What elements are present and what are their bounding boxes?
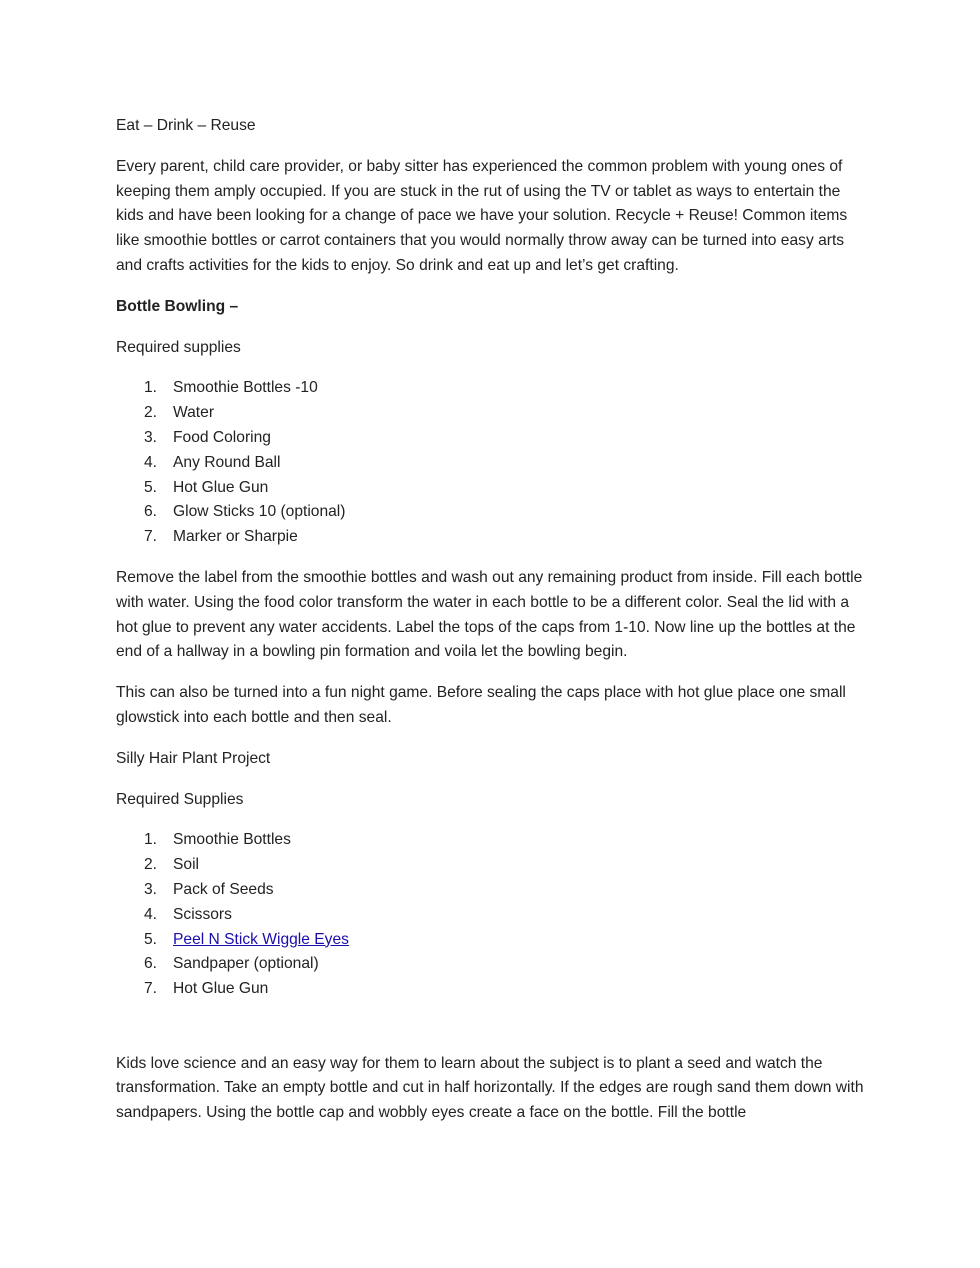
list-item (116, 525, 868, 550)
doc-title: Eat – Drink – Reuse (116, 117, 256, 134)
empty-line (116, 1027, 868, 1052)
bowling-instructions: Remove the label from the smoothie bottles and wash out any remaining product from inside. Fill each bottle with water. Using the food color transform the water in each bottle to be a different color. Seal the lid with a hot glue to prevent any water accidents. Label the tops of the caps from 1-10. Now line up the bottles at the end of a hallway in a bowling pin formation and voila let the bowling begin. (116, 568, 863, 661)
list-number: 2. (144, 856, 158, 874)
plant-project-heading: Silly Hair Plant Project (116, 749, 271, 767)
plant-description: Kids love science and an easy way for them to learn about the subject is to plant a seed and watch the transformation. Take an empty bottle and cut in half horizontally. If the edges are rough sand them down with sandpapers. Using the bottle cap and wobbly eyes create a face on the bottle. Fill the bottle (116, 1054, 864, 1122)
list-item-text: Glow Sticks 10 (optional) (173, 503, 346, 521)
list-number: 3. (144, 880, 158, 898)
list-item-text: Marker or Sharpie (173, 528, 298, 546)
bowling-supplies-label: Required supplies (116, 338, 241, 356)
plant-supplies-list (116, 828, 868, 1002)
list-number: 6. (144, 955, 158, 973)
list-item-text: Smoothie Bottles (173, 831, 291, 849)
list-item (116, 952, 868, 977)
list-item-text: Smoothie Bottles -10 (173, 379, 318, 397)
list-number: 3. (144, 428, 158, 446)
list-item-text: Soil (173, 856, 200, 874)
list-item-text: Water (173, 404, 215, 422)
night-game-paragraph: This can also be turned into a fun night game. Before sealing the caps place with hot glue place one small glowstick into each bottle and then seal. (116, 684, 846, 726)
list-item (116, 928, 868, 953)
bowling-supplies-list (116, 376, 868, 550)
list-item (116, 500, 868, 525)
list-item (116, 401, 868, 426)
bottle-bowling-heading: Bottle Bowling – (116, 297, 239, 315)
list-item (116, 853, 868, 878)
plant-supplies-label: Required Supplies (116, 790, 244, 808)
wiggle-eyes-link[interactable]: Peel N Stick Wiggle Eyes (173, 930, 349, 948)
intro-paragraph: Every parent, child care provider, or baby sitter has experienced the common problem with young ones of keeping them amply occupied. If you are stuck in the rut of using the TV or tablet as ways to entertain the kids and have been looking for a change of pace we have your solution. Recycle + Reuse! Common items like smoothie bottles or carrot containers that you would normally throw away can be turned into easy arts and crafts activities for the kids to enjoy. So drink and eat up and let’s get crafting. (116, 157, 848, 274)
list-item (116, 977, 868, 1002)
list-number: 4. (144, 453, 158, 471)
list-item (116, 376, 868, 401)
list-item-text: Hot Glue Gun (173, 980, 269, 998)
list-item-text: Hot Glue Gun (173, 478, 269, 496)
list-item (116, 828, 868, 853)
list-item (116, 903, 868, 928)
list-item-text: Food Coloring (173, 428, 271, 446)
list-item-text: Any Round Ball (173, 453, 281, 471)
list-item (116, 426, 868, 451)
list-number: 7. (144, 980, 158, 998)
list-item (116, 878, 868, 903)
list-number: 1. (144, 379, 158, 397)
document-body (116, 114, 868, 1126)
list-number: 1. (144, 831, 158, 849)
list-item (116, 476, 868, 501)
list-item (116, 451, 868, 476)
list-item-text: Pack of Seeds (173, 880, 274, 898)
list-number: 2. (144, 404, 158, 422)
list-number: 5. (144, 930, 158, 948)
list-number: 6. (144, 503, 158, 521)
empty-line (116, 1002, 868, 1027)
list-number: 7. (144, 528, 158, 546)
list-number: 5. (144, 478, 158, 496)
list-item-text: Scissors (173, 905, 232, 923)
list-item-text: Sandpaper (optional) (173, 955, 319, 973)
list-number: 4. (144, 905, 158, 923)
